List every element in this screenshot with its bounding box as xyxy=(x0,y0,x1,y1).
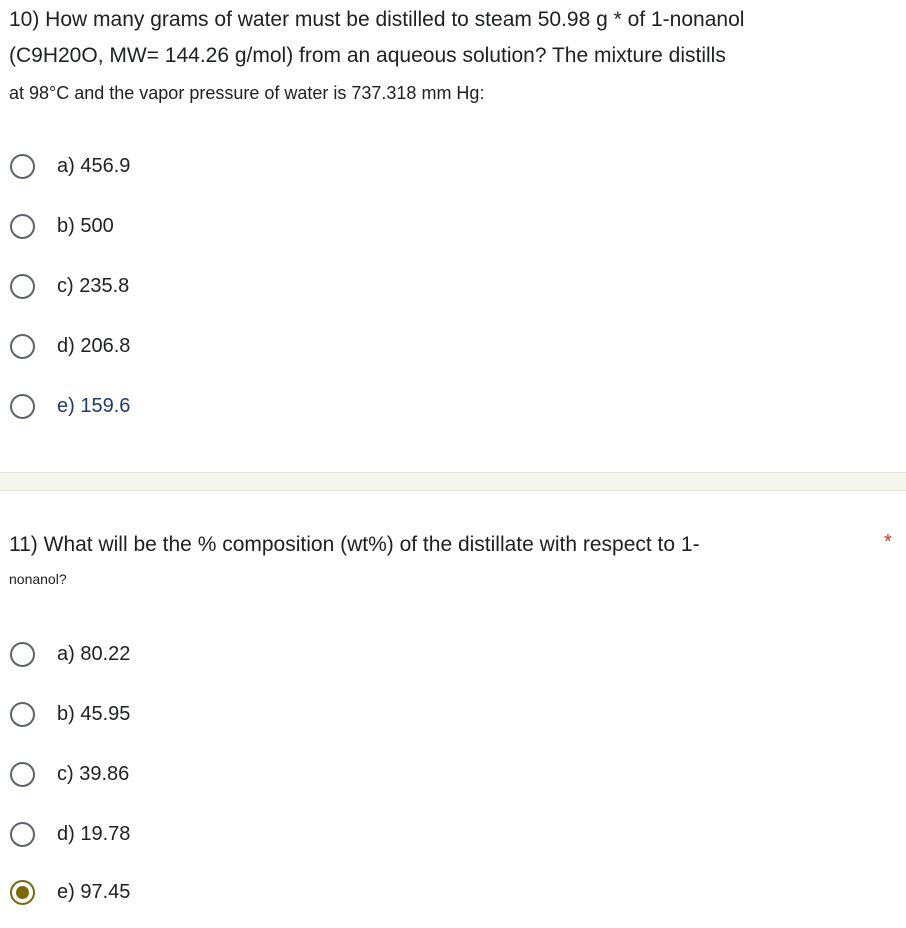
question-text-line: (C9H20O, MW= 144.26 g/mol) from an aqueous solution? The mixture distills xyxy=(9,44,726,67)
required-asterisk: * xyxy=(884,531,892,553)
option-c[interactable] xyxy=(10,270,129,302)
option-label: b) 500 xyxy=(57,214,114,237)
option-e[interactable] xyxy=(10,390,130,422)
option-label: c) 39.86 xyxy=(57,762,130,785)
option-label: d) 19.78 xyxy=(57,822,131,845)
question-text-line: 11) What will be the % composition (wt%) of the distillate with respect to 1- xyxy=(9,533,700,556)
question-11 xyxy=(0,491,906,928)
option-d[interactable] xyxy=(10,818,130,850)
question-text-line xyxy=(9,8,744,32)
radio-button[interactable] xyxy=(10,642,35,667)
radio-button[interactable] xyxy=(10,762,35,787)
option-e[interactable] xyxy=(10,876,130,908)
option-label: a) 80.22 xyxy=(57,642,131,665)
option-label: c) 235.8 xyxy=(57,274,130,297)
question-text-part: 10) How many grams of water must be distilled to steam 50.98 g xyxy=(9,8,608,31)
option-label: d) 206.8 xyxy=(57,334,131,357)
question-text-line: at 98°C and the vapor pressure of water is 737.318 mm Hg: xyxy=(9,83,485,103)
option-label: a) 456.9 xyxy=(57,154,131,177)
radio-button[interactable] xyxy=(10,702,35,727)
option-a[interactable] xyxy=(10,638,130,670)
option-label: b) 45.95 xyxy=(57,702,131,725)
radio-button[interactable] xyxy=(10,822,35,847)
radio-button[interactable] xyxy=(10,394,35,419)
option-d[interactable] xyxy=(10,330,130,362)
option-b[interactable] xyxy=(10,698,130,730)
option-label: e) 97.45 xyxy=(57,880,131,903)
radio-selected-dot xyxy=(16,886,29,899)
radio-button[interactable] xyxy=(10,214,35,239)
radio-button[interactable] xyxy=(10,334,35,359)
radio-button[interactable] xyxy=(10,274,35,299)
section-divider xyxy=(0,472,906,491)
radio-button[interactable] xyxy=(10,154,35,179)
question-text-line: nonanol? xyxy=(9,571,67,587)
option-label: e) 159.6 xyxy=(57,394,131,417)
option-c[interactable] xyxy=(10,758,129,790)
option-b[interactable] xyxy=(10,210,114,242)
question-text-part: of 1-nonanol xyxy=(627,8,745,31)
option-a[interactable] xyxy=(10,150,130,182)
radio-button-selected[interactable] xyxy=(10,880,35,905)
required-asterisk: * xyxy=(613,8,622,31)
